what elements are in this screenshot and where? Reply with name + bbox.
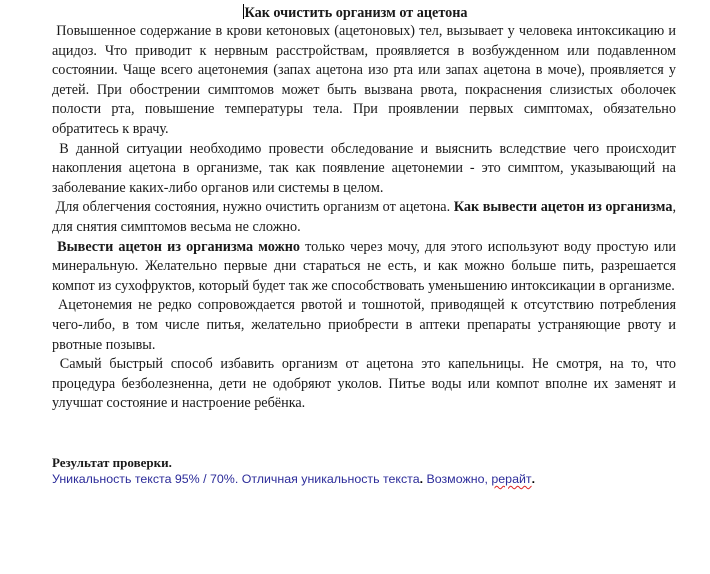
paragraph-1: Повышенное содержание в крови кетоновых (ацетоновых) тел, вызывает у человека интоксикацию и ацидоз. Что приводит к нервным расстройствам, проявляется в возбужденном или подавленном состоянии. Чаще всего ацетонемия (запах ацетона изо рта или запах ацетона в моче), проявляется у детей. При обострении симптомов может быть вызвана рвота, покраснения слизистых оболочек полости рта, повышение температуры тела. При проявлении первых симптомах, обязательно обратитесь к врачу. <box>52 23 677 137</box>
result-heading: Результат проверки. <box>52 455 172 470</box>
uniqueness-line: Уникальность текста 95% / 70%. Отличная уникальность текста. Возможно, рерайт. <box>52 472 536 486</box>
paragraph-4: Вывести ацетон из организма можно только через мочу, для этого используют воду простую или минеральную. Желательно первые дни стараться не есть, и как можно больше пить, разрешается компот из сухофруктов, который будет так же способствовать уменьшению интоксикации в организме. <box>52 238 677 294</box>
document-title: Как очистить организм от ацетона <box>244 5 468 21</box>
paragraph-2: В данной ситуации необходимо провести обследование и выяснить вследствие чего происходит накопления ацетона в организме, так как появление ацетонемии - это симптом, указывающий на заболевание каких-либо органов или системы в целом. <box>52 140 677 196</box>
check-result <box>52 455 676 487</box>
maybe-text: Возможно, <box>423 472 488 486</box>
text-cursor <box>243 4 244 19</box>
paragraph-5: Ацетонемия не редко сопровождается рвотой и тошнотой, приводящей к отсутствию потребления чего-либо, в том числе питья, желательно приобрести в аптеки препараты устраняющие рвоту и рвотные позывы. <box>52 297 677 353</box>
paragraph-3: Для облегчения состояния, нужно очистить организм от ацетона. Как вывести ацетон из организма, для снятия симптомов весьма не сложно. <box>52 199 677 235</box>
article-body <box>52 22 676 414</box>
bold-phrase: Вывести ацетон из организма можно <box>57 238 301 255</box>
uniqueness-text: Уникальность текста 95% / 70%. Отличная уникальность текста <box>52 472 420 486</box>
bold-phrase: Как вывести ацетон из организма <box>453 199 673 216</box>
paragraph-6: Самый быстрый способ избавить организм от ацетона это капельницы. Не смотря, на то, что процедура безболезненна, дети не одобряют уколов. Питье воды или компот вполне их заменят и улучшат состояние и настроение ребёнка. <box>52 356 676 412</box>
rewrite-word[interactable]: рерайт <box>491 472 532 486</box>
document-title-line <box>0 4 710 22</box>
